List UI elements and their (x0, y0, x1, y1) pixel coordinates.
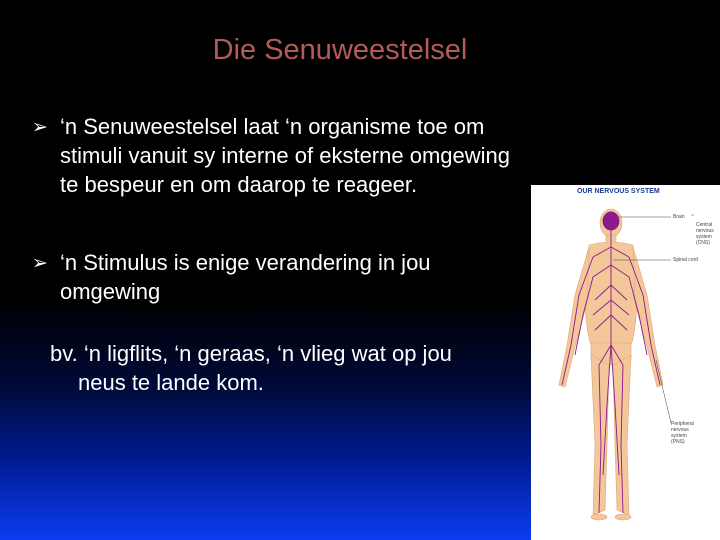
bullet-text: ‘n Senuweestelsel laat ‘n organisme toe om stimuli vanuit sy interne of eksterne omgewing te bespeur en om daarop te reageer. (60, 114, 510, 197)
nervous-system-figure (531, 185, 720, 540)
bullet-stimulus (32, 248, 460, 306)
brain-label: Brain (673, 214, 685, 220)
human-body-illustration (531, 185, 720, 540)
bullet-definition (32, 112, 530, 199)
arrow-bullet-icon: ➢ (32, 117, 48, 138)
cns-label: Central nervous system (CNS) (696, 222, 714, 246)
pns-label: Peripheral nervous system (PNS) (671, 421, 694, 445)
arrow-bullet-icon: ➢ (32, 253, 48, 274)
bullet-text: ‘n Stimulus is enige verandering in jou omgewing (60, 250, 431, 304)
slide-title: Die Senuweestelsel (212, 34, 468, 66)
example-text: bv. ‘n ligflits, ‘n geraas, ‘n vlieg wat op jou neus te lande kom. (50, 341, 452, 395)
figure-title: OUR NERVOUS SYSTEM (577, 188, 660, 195)
spinal-cord-label: Spinal cord (673, 257, 699, 263)
